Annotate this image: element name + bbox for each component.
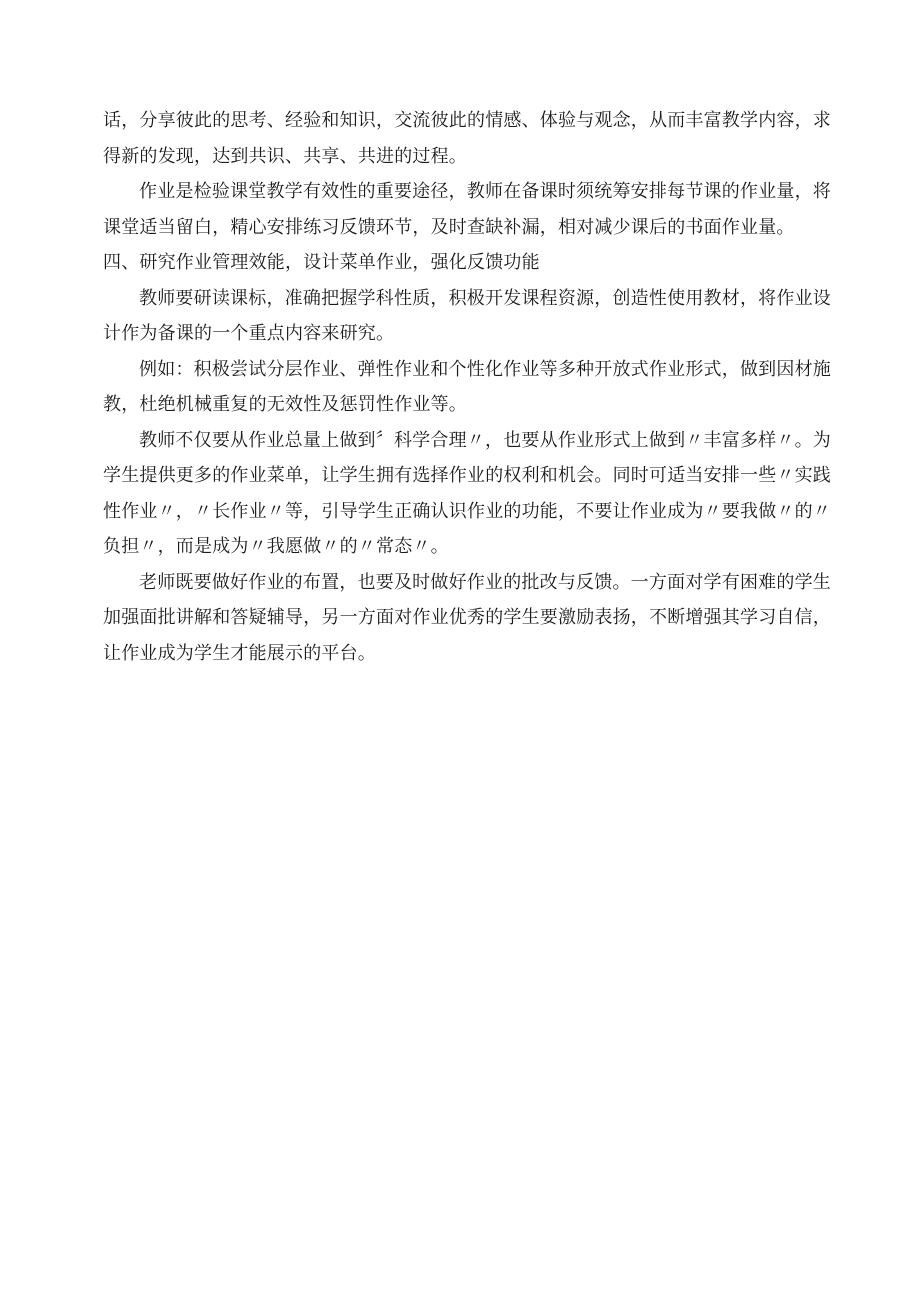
paragraph-example: 例如：积极尝试分层作业、弹性作业和个性化作业等多种开放式作业形式，做到因材施教，杜绝机械重复的无效性及惩罚性作业等。: [103, 358, 831, 415]
paragraph-homework-efficiency: 作业是检验课堂教学有效性的重要途径，教师在备课时须统筹安排每节课的作业量，将课堂适当留白，精心安排练习反馈环节，及时查缺补漏，相对减少课后的书面作业量。: [103, 181, 831, 238]
paragraph-feedback: 老师既要做好作业的布置，也要及时做好作业的批改与反馈。一方面对学有困难的学生加强面批讲解和答疑辅导，另一方面对作业优秀的学生要激励表扬，不断增强其学习自信，让作业成为学生才能展示的平台。: [103, 571, 831, 664]
paragraph-curriculum-study: 教师要研读课标，准确把握学科性质，积极开发课程资源，创造性使用教材，将作业设计作为备课的一个重点内容来研究。: [103, 287, 831, 344]
section-heading-four: 四、研究作业管理效能，设计菜单作业，强化反馈功能: [103, 252, 540, 273]
paragraph-homework-forms: 教师不仅要从作业总量上做到〞科学合理〃，也要从作业形式上做到〃丰富多样〃。为学生提供更多的作业菜单，让学生拥有选择作业的权利和机会。同时可适当安排一些〃实践性作业〃，〃长作业〃等，引导学生正确认识作业的功能，不要让作业成为〃要我做〃的〃负担〃，而是成为〃我愿做〃的〃常态〃。: [103, 429, 831, 557]
paragraph-continuation: 话，分享彼此的思考、经验和知识，交流彼此的情感、体验与观念，从而丰富教学内容，求得新的发现，达到共识、共享、共进的过程。: [103, 110, 831, 167]
document-body: [103, 103, 831, 671]
